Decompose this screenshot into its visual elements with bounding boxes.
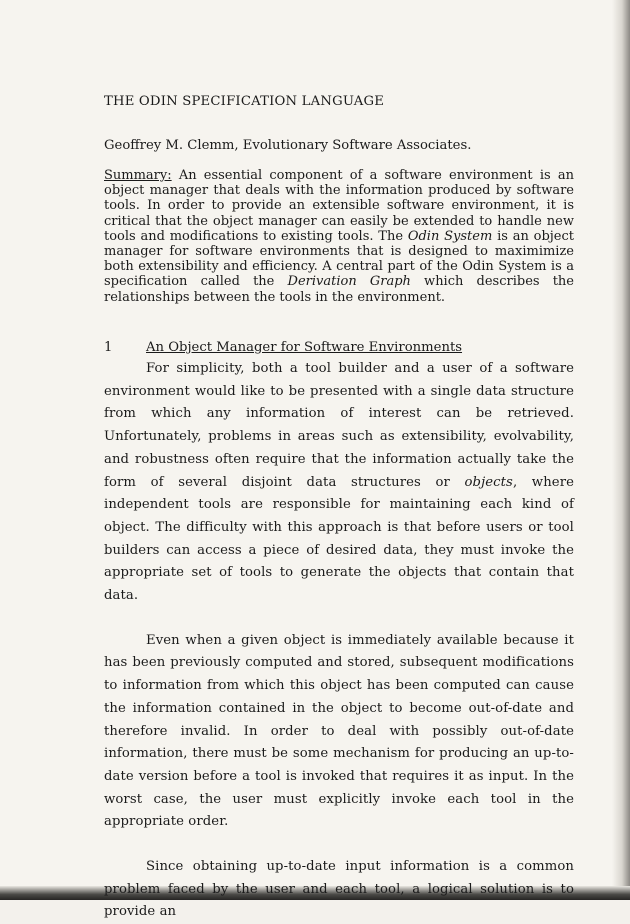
summary-text-c: which describes the relationships between the tools in the environment. — [104, 274, 574, 305]
section-title: An Object Manager for Software Environments — [146, 340, 463, 355]
summary-paragraph — [104, 168, 574, 305]
summary-text-b: is an object manager for software environments that is designed to maximimize both extensibility and efficiency. A central part of the Odin System is a specification called the — [104, 228, 574, 290]
summary-emphasis-graph: Derivation Graph — [287, 274, 411, 290]
paragraph-1-text-b: , where independent tools are responsible for maintaining each kind of object. The difficulty with this approach is that before users or tool builders can access a piece of desired data, they must invoke the appropriate set of tools to generate the objects that contain that data. — [104, 474, 575, 604]
summary-emphasis-odin: Odin System — [407, 228, 493, 244]
summary-text-a: An essential component of a software environment is an object manager that deals with the information produced by software tools. In order to provide an extensible software environment, it is critical that the object manager can easily be extended to handle new tools and modifications to existing tools. The — [104, 168, 574, 244]
paragraph-1-text-a: For simplicity, both a tool builder and a user of a software environment would like to be presented with a single data structure from which any information of interest can be retrieved. Unfortunately, problems in areas such as extensibility, evolvability, and robustness often require that the information actually take the form of several disjoint data structures or — [104, 361, 574, 490]
document-body — [104, 92, 575, 920]
book-gutter-shadow — [612, 0, 630, 900]
author-line: Geoffrey M. Clemm, Evolutionary Software Associates. — [104, 138, 472, 153]
paragraph-1-emphasis: objects — [464, 474, 513, 490]
body-paragraph-3: Since obtaining up-to-date input information is a common problem faced by the user and each tool, a logical solution is to provide an — [104, 859, 574, 920]
section-heading — [104, 338, 574, 358]
body-paragraph-2: Even when a given object is immediately available because it has been previously computed and stored, subsequent modifications to information from which this object has been computed can cause the information contained in the object to become out-of-date and therefore invalid. In order to deal with possibly out-of-date information, there must be some mechanism for producing an up-to-date version before a tool is invoked that requires it as input. In the worst case, the user must explicitly invoke each tool in the appropriate order. — [104, 632, 574, 830]
paper-title: THE ODIN SPECIFICATION LANGUAGE — [104, 94, 385, 109]
section-number: 1 — [104, 340, 113, 355]
summary-label: Summary: — [104, 168, 172, 183]
body-paragraph-1 — [104, 358, 574, 608]
section-1 — [104, 338, 574, 924]
